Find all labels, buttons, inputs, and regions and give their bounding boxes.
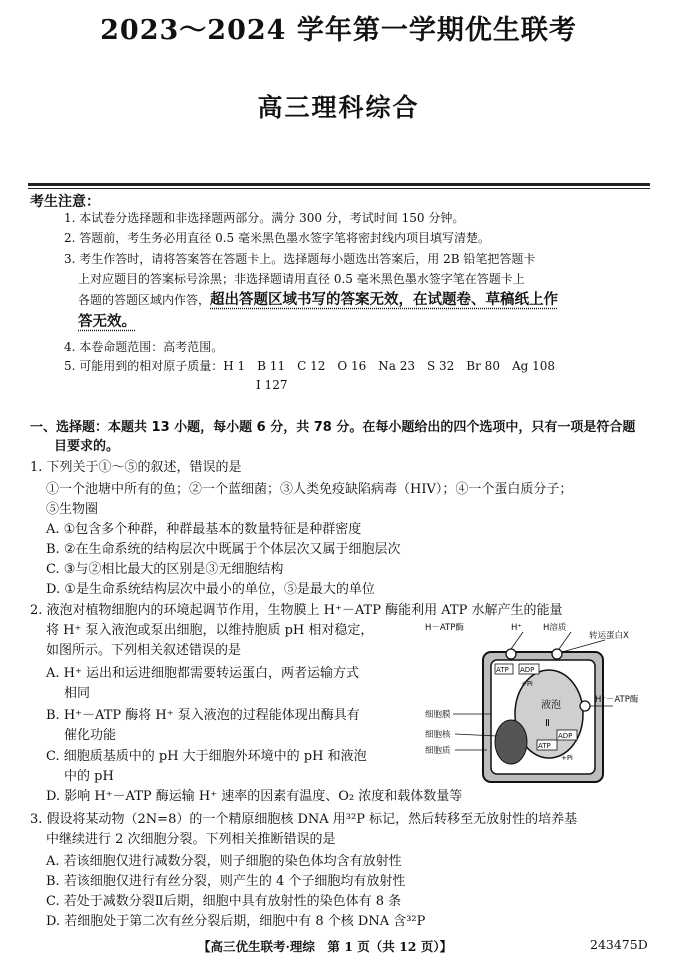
label-pi-2: +Pi: [561, 754, 573, 762]
divider-thick: [28, 183, 650, 186]
label-cytoplasm: 细胞质: [425, 746, 451, 756]
q2-option-a: A. H⁺ 运出和运进细胞都需要转运蛋白，两者运输方式: [46, 666, 359, 681]
label-membrane: 细胞膜: [425, 710, 451, 720]
pointer-protein: [562, 640, 605, 652]
q2-option-d: D. 影响 H⁺－ATP 酶运输 H⁺ 速率的因素有温度、O₂ 浓度和载体数量等: [46, 789, 463, 804]
q3-option-b: B. 若该细胞仅进行有丝分裂，则产生的 4 个子细胞均有放射性: [46, 874, 406, 889]
transporter-x-icon: [552, 649, 562, 659]
cell-diagram-svg: [425, 622, 655, 802]
exam-title: 2023～2024 学年第一学期优生联考: [100, 15, 577, 46]
q2-option-b-cont: 催化功能: [64, 728, 117, 743]
notice-item-4: 4. 本卷命题范围：高考范围。: [64, 340, 224, 354]
notice-item-3-text: 各题的答题区域内作答，: [78, 293, 211, 307]
notice-emphasis: 超出答题区域书写的答案无效，在试题卷、草稿纸上作: [210, 292, 559, 308]
q1-option-d: D. ①是生命系统结构层次中最小的单位，⑤是最大的单位: [46, 582, 375, 597]
q2-stem-2: 将 H⁺ 泵入液泡或泵出细胞，以维持胞质 pH 相对稳定，: [46, 623, 374, 638]
q2-option-c: C. 细胞质基质中的 pH 大于细胞外环境中的 pH 和液泡: [46, 749, 367, 764]
section-heading-cont: 目要求的。: [54, 439, 120, 454]
q1-items: ①一个池塘中所有的鱼；②一个蓝细菌；③人类免疫缺陷病毒（HIV）；④一个蛋白质分子；: [46, 482, 573, 497]
notice-item-5-cont: I 127: [256, 378, 288, 392]
q2-option-b: B. H⁺－ATP 酶将 H⁺ 泵入液泡的过程能体现出酶具有: [46, 708, 360, 723]
notice-title: 考生注意：: [30, 194, 100, 210]
notice-item-5: 5. 可能用到的相对原子质量：H 1 B 11 C 12 O 16 Na 23 S 32 Br 80 Ag 108: [64, 359, 556, 373]
exam-subtitle: 高三理科综合: [257, 93, 420, 122]
notice-item-1: 1. 本试卷分选择题和非选择题两部分。满分 300 分，考试时间 150 分钟。: [64, 211, 465, 225]
notice-item-3-line4: [78, 311, 668, 333]
notice-item-3-line1: 3. 考生作答时，请将答案答在答题卡上。选择题每小题选出答案后，用 2B 铅笔把答题卡: [64, 252, 536, 266]
notice-emphasis-end: 答无效。: [78, 314, 136, 330]
q3-stem-2: 中继续进行 2 次细胞分裂。下列相关推断错误的是: [46, 832, 336, 847]
q2-option-c-cont: 中的 pH: [64, 769, 114, 784]
label-solute: H溶质: [543, 623, 567, 633]
footer-code: 243475D: [590, 937, 648, 952]
notice-item-3-line3: [78, 289, 668, 311]
q2-stem-3: 如图所示。下列相关叙述错误的是: [46, 643, 242, 658]
atpase-top-icon: [506, 649, 516, 659]
q2-option-a-cont: 相同: [64, 686, 91, 701]
divider-thin: [28, 188, 650, 189]
q3-stem: 3. 假设将某动物（2N=8）的一个精原细胞核 DNA 用³²P 标记，然后转移至无放射性的培养基: [30, 812, 578, 827]
q1-option-a: A. ①包含多个种群，种群最基本的数量特征是种群密度: [46, 522, 362, 537]
q3-option-a: A. 若该细胞仅进行减数分裂，则子细胞的染色体均含有放射性: [46, 854, 402, 869]
q1-option-b: B. ②在生命系统的结构层次中既属于个体层次又属于细胞层次: [46, 542, 401, 557]
cell-diagram: [425, 622, 655, 802]
label-roman: Ⅱ: [545, 718, 550, 729]
label-nucleus: 细胞核: [425, 730, 451, 740]
label-adp-1: ADP: [520, 666, 535, 674]
footer-text: 【高三优生联考·理综 第 1 页（共 12 页）】: [198, 939, 453, 954]
label-h-atpase-right: H⁺－ATP酶: [595, 695, 639, 705]
q1-stem: 1. 下列关于①～⑤的叙述，错误的是: [30, 460, 242, 475]
label-atp-1: ATP: [496, 666, 509, 674]
atpase-right-icon: [580, 701, 590, 711]
nucleus: [495, 720, 527, 764]
notice-item-3-line2: 上对应题目的答案标号涂黑；非选择题请用直径 0.5 毫米黑色墨水签字笔在答题卡上: [78, 272, 525, 286]
label-vacuole: 液泡: [541, 700, 561, 711]
label-pi-1: +Pi: [521, 680, 533, 688]
section-heading: 一、选择题：本题共 13 小题，每小题 6 分，共 78 分。在每小题给出的四个选项中，只有一项是符合题: [30, 420, 636, 435]
q3-option-c: C. 若处于减数分裂Ⅱ后期，细胞中具有放射性的染色体有 8 条: [46, 894, 402, 909]
label-atp-2: ATP: [538, 742, 551, 750]
q2-stem: 2. 液泡对植物细胞内的环境起调节作用，生物膜上 H⁺－ATP 酶能利用 ATP 水解产生的能量: [30, 603, 563, 618]
label-atpase: H－ATP酶: [425, 623, 464, 633]
notice-item-2: 2. 答题前，考生务必用直径 0.5 毫米黑色墨水签字笔将密封线内项目填写清楚。: [64, 231, 490, 245]
q1-option-c: C. ③与②相比最大的区别是③无细胞结构: [46, 562, 284, 577]
pointer-atpase: [511, 632, 523, 649]
label-h: H⁺: [511, 623, 522, 633]
label-protein-x: 转运蛋白X: [589, 631, 629, 641]
pointer-solute: [559, 632, 571, 649]
q1-items-cont: ⑤生物圈: [46, 502, 99, 517]
label-adp-2: ADP: [558, 732, 573, 740]
q3-option-d: D. 若细胞处于第二次有丝分裂后期，细胞中有 8 个核 DNA 含³²P: [46, 914, 426, 929]
